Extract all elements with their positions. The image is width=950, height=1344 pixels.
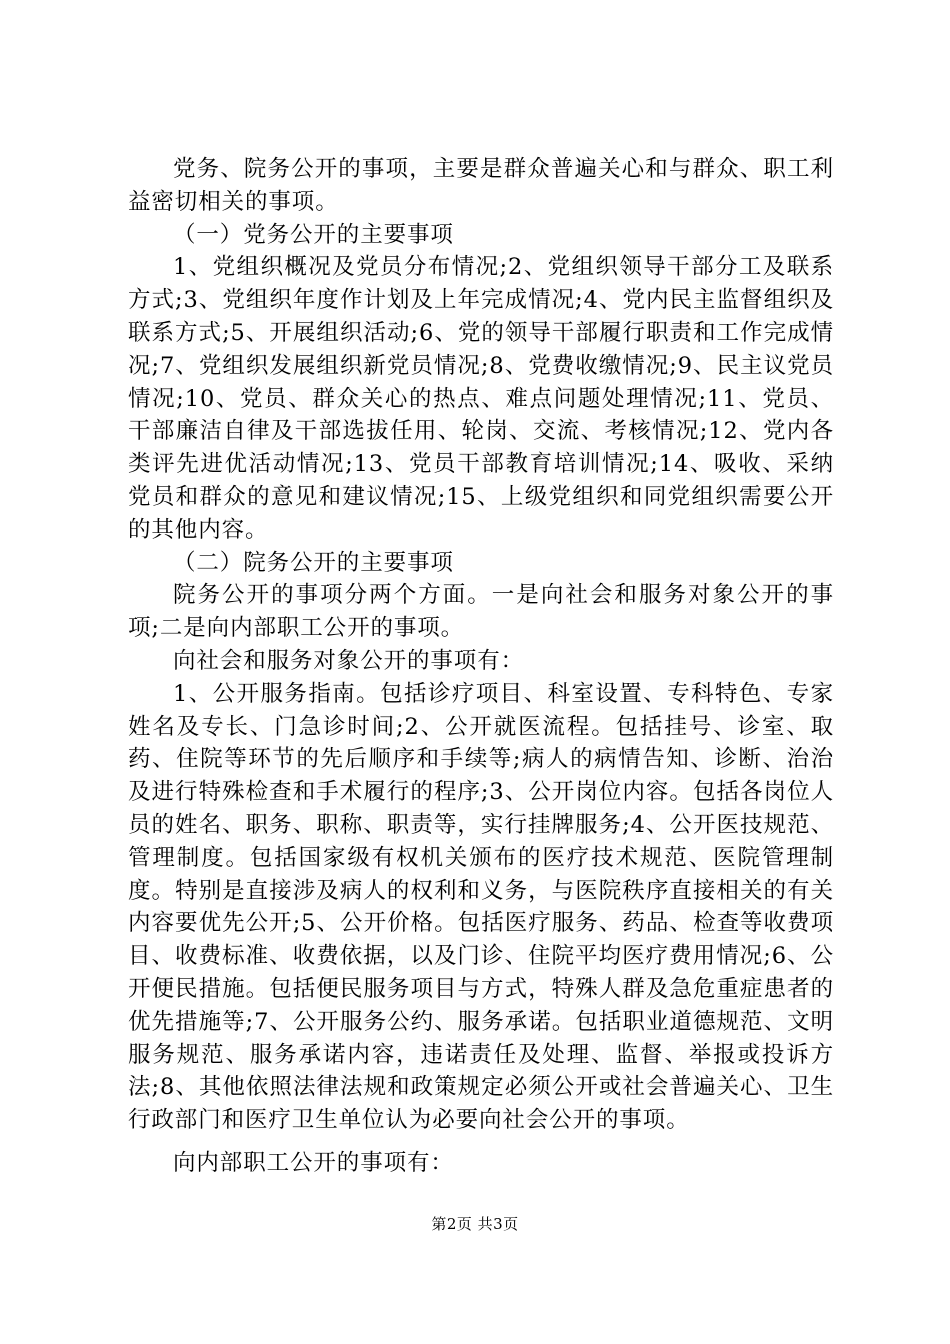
public-items-paragraph: 1、公开服务指南。包括诊疗项目、科室设置、专科特色、专家姓名及专长、门急诊时间;2、公开就医流程。包括挂号、诊室、取药、住院等环节的先后顺序和手续等;病人的病情告知、诊断、治治及进行特殊检查和手术履行的程序;3、公开岗位内容。包括各岗位人员的姓名、职务、职称、职责等，实行挂牌服务;4、公开医技规范、管理制度。包括国家级有权机关颁布的医疗技术规范、医院管理制度。特别是直接涉及病人的权利和义务，与医院秩序直接相关的有关内容要优先公开;5、公开价格。包括医疗服务、药品、检查等收费项目、收费标准、收费依据，以及门诊、住院平均医疗费用情况;6、公开便民措施。包括便民服务项目与方式，特殊人群及急危重症患者的优先措施等;7、公开服务公约、服务承诺。包括职业道德规范、文明服务规范、服务承诺内容，违诺责任及处理、监督、举报或投诉方法;8、其他依照法律法规和政策规定必须公开或社会普遍关心、卫生行政部门和医疗卫生单位认为必要向社会公开的事项。 bbox=[128, 680, 834, 1134]
intro-paragraph: 党务、院务公开的事项，主要是群众普遍关心和与群众、职工利益密切相关的事项。 bbox=[128, 156, 834, 215]
page-number-footer: 第2页 共3页 bbox=[431, 1215, 519, 1233]
party-affairs-items-paragraph: 1、党组织概况及党员分布情况;2、党组织领导干部分工及联系方式;3、党组织年度作计划及上年完成情况;4、党内民主监督组织及联系方式;5、开展组织活动;6、党的领导干部履行职责和工作完成情况;7、党组织发展组织新党员情况;8、党费收缴情况;9、民主议党员情况;10、党员、群众关心的热点、难点问题处理情况;11、党员、干部廉洁自律及干部选拔任用、轮岗、交流、考核情况;12、党内各类评先进优活动情况;13、党员干部教育培训情况;14、吸收、采纳党员和群众的意见和建议情况;15、上级党组织和同党组织需要公开的其他内容。 bbox=[128, 254, 834, 543]
hospital-affairs-intro-paragraph: 院务公开的事项分两个方面。一是向社会和服务对象公开的事项;二是向内部职工公开的事项。 bbox=[128, 582, 834, 642]
document-body bbox=[128, 153, 834, 1180]
section-heading-party-affairs: （一）党务公开的主要事项 bbox=[173, 221, 454, 248]
public-items-lead-paragraph: 向社会和服务对象公开的事项有： bbox=[173, 647, 525, 674]
internal-items-lead-paragraph: 向内部职工公开的事项有： bbox=[173, 1149, 454, 1176]
section-heading-hospital-affairs: （二）院务公开的主要事项 bbox=[173, 549, 454, 576]
